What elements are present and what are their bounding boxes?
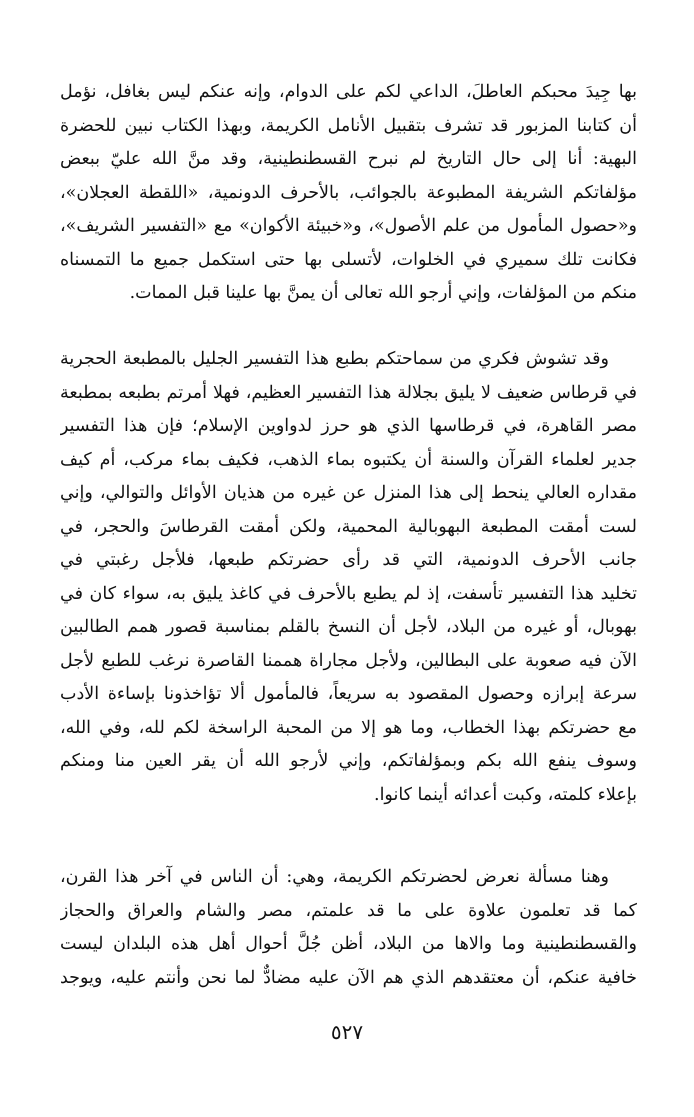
page-number: ٥٢٧ — [330, 1020, 364, 1044]
text-line: سرعة إبرازه وحصول المقصود به سريعاً، فالمأمول ألا تؤاخذونا بإساءة الأدب — [60, 684, 637, 704]
text-line: بهوبال، أو غيره من البلاد، لأجل أن النسخ بالقلم بمناسبة قصور همم الطالبين — [60, 617, 637, 637]
text-line: البهية: أنا إلى حال التاريخ لم نبرح القسطنطينية، وقد منَّ الله عليّ ببعض — [60, 149, 637, 169]
text-line: فكانت تلك سميري في الخلوات، لأتسلى بها حتى استكمل جميع ما التمسناه — [60, 249, 637, 270]
text-line: كما قد تعلمون علاوة على ما قد علمتم، مصر والشام والعراق والحجاز — [60, 900, 637, 921]
text-line: خافية عنكم، أن معتقدهم الذي هم الآن عليه مضادٌّ لما نحن وأنتم عليه، ويوجد — [60, 967, 637, 988]
text-line: وسوف ينفع الله بكم وبمؤلفاتكم، وإني لأرجو الله أن يقر العين منا ومنكم — [60, 751, 637, 771]
text-line: وهنا مسألة نعرض لحضرتكم الكريمة، وهي: أن الناس في آخر هذا القرن، — [60, 867, 609, 887]
paragraph-1 — [60, 76, 637, 311]
text-line: مع حضرتكم بهذا الخطاب، وما هو إلا من المحبة الراسخة لكم لله، وفي الله، — [60, 717, 637, 738]
text-line: بها جِيدَ محبكم العاطلَ، الداعي لكم على الدوام، وإنه عنكم ليس بغافل، نؤمل — [60, 82, 637, 102]
text-line: منكم من المؤلفات، وإني أرجو الله تعالى أن يمنَّ بها علينا قبل الممات. — [129, 283, 637, 303]
text-line: مؤلفاتكم الشريفة المطبوعة بالجوائب، بالأحرف الدونمية، «اللقطة العجلان»، — [60, 182, 637, 203]
text-line: أن كتابنا المزبور قد تشرف بتقبيل الأنامل الكريمة، وبهذا الكتاب نبين للحضرة — [60, 115, 637, 136]
text-line: والقسطنطينية وما والاها من البلاد، أظن جُلَّ أحوال أهل هذه البلدان ليست — [60, 934, 637, 954]
paragraph-2 — [60, 343, 637, 812]
paragraph-3 — [60, 861, 637, 995]
text-line: مصر القاهرة، في قرطاسها الذي هو حرز لدواوين الإسلام؛ فإن هذا التفسير — [60, 416, 637, 436]
text-line: و«حصول المأمول من علم الأصول»، و«خبيئة الأكوان» مع «التفسير الشريف»، — [60, 216, 637, 236]
text-line: في قرطاس ضعيف لا يليق بجلالة هذا التفسير العظيم، فهلا أمرتم بطبعه بمطبعة — [60, 382, 637, 403]
text-line: تخليد هذا التفسير تأسفت، إذ لم يطبع بالأحرف في كاغذ يليق به، سواء كان في — [60, 583, 637, 604]
text-line: جانب الأحرف الدونمية، التي قد رأى حضرتكم طبعها، فلأجل رغبتي في — [60, 550, 637, 570]
text-line: وقد تشوش فكري من سماحتكم بطبع هذا التفسير الجليل بالمطبعة الحجرية — [60, 349, 609, 369]
text-line: الآن فيه صعوبة على البطالين، ولأجل مجاراة هممنا القاصرة نرغب للطبع لأجل — [60, 650, 637, 671]
text-line: لست أمقت المطبعة البهوبالية المحمية، ولكن أمقت القرطاسَ والحجر، في — [60, 516, 637, 537]
text-line: مقداره العالي ينحط إلى هذا المنزل عن غيره من هذيان الأوائل والتوالي، وإني — [60, 483, 637, 503]
text-line: جدير لعلماء القرآن والسنة أن يكتبوه بماء الذهب، فكيف بماء مركب، أم كيف — [60, 449, 637, 470]
text-line: بإعلاء كلمته، وكبت أعدائه أينما كانوا. — [374, 784, 637, 805]
